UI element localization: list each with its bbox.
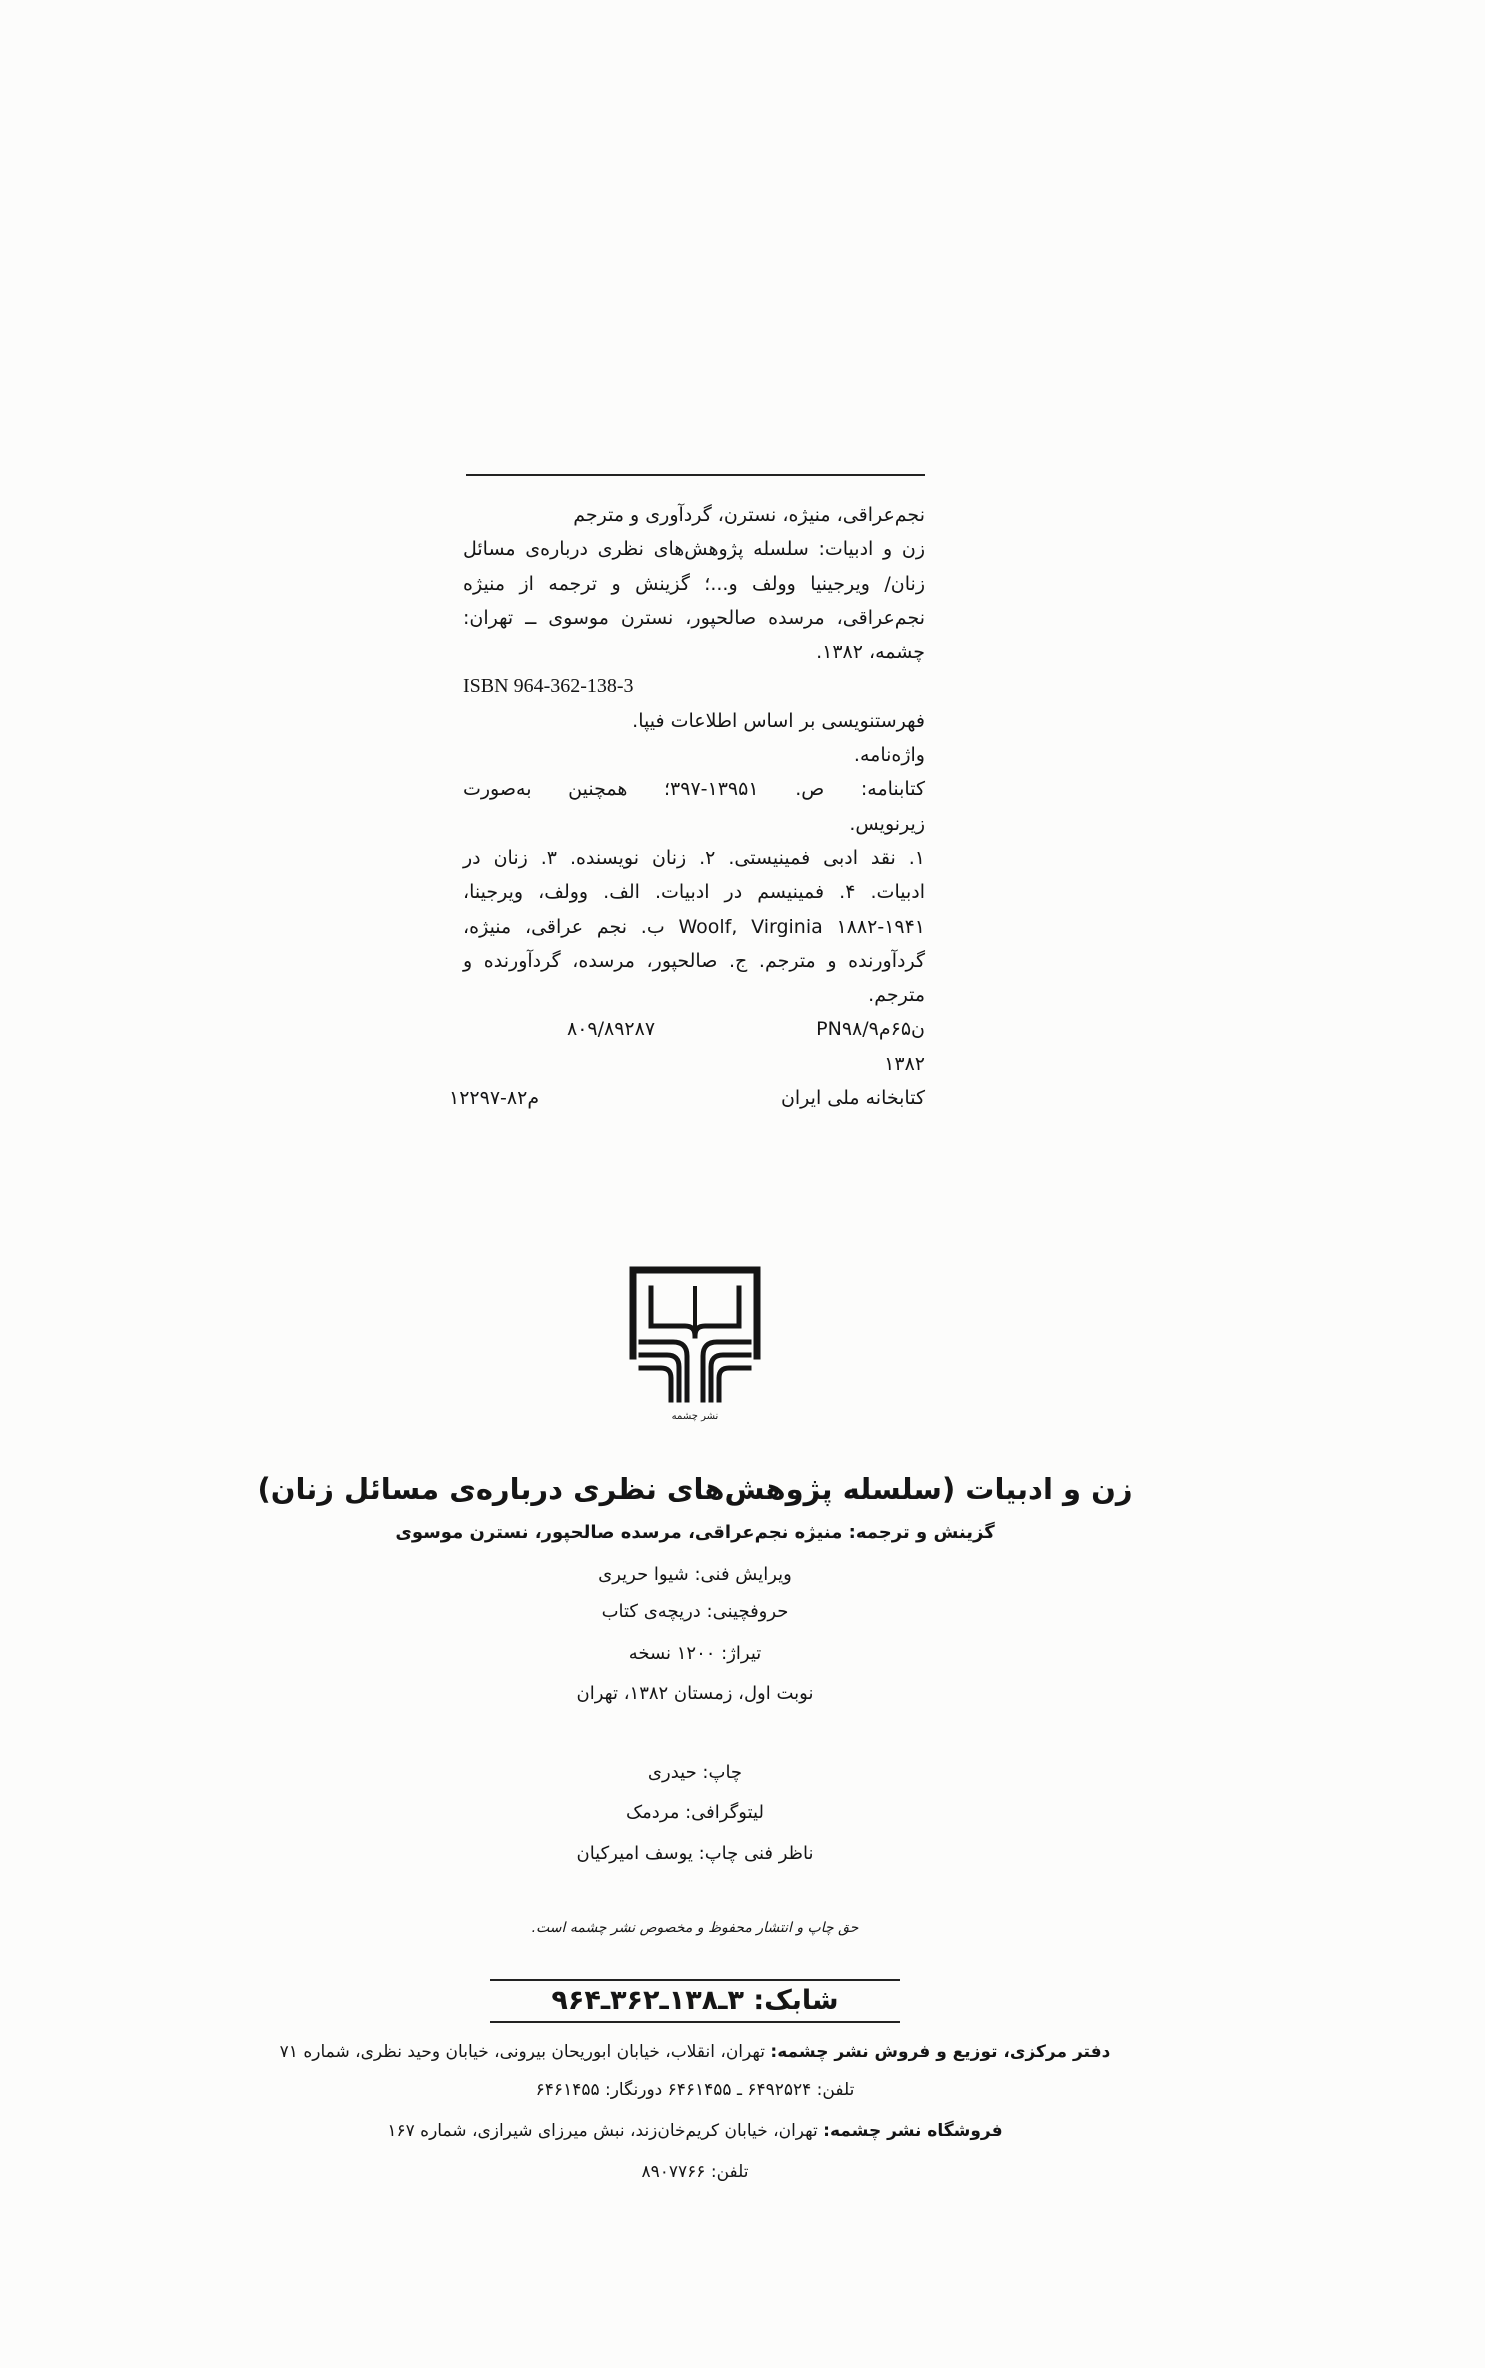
- typesetting-credit: حروفچینی: دریچه‌ی کتاب: [601, 1601, 789, 1622]
- catalog-line: کتابنامه: ص. ۱۳۹۵۱-۳۹۷؛ همچنین به‌صورت: [463, 778, 925, 801]
- printer-credit: چاپ: حیدری: [647, 1762, 743, 1783]
- catalog-line: زنان/ ویرجینیا وولف و...؛ گزینش و ترجمه از منیژه: [463, 572, 925, 595]
- catalog-isbn: ISBN 964-362-138-3: [463, 675, 634, 698]
- head-office-phone: تلفن: ۶۴۹۲۵۲۴ ـ ۶۴۶۱۴۵۵ دورنگار: ۶۴۶۱۴۵۵: [535, 2080, 855, 2100]
- catalog-line: فهرستنویسی بر اساس اطلاعات فیپا.: [632, 709, 925, 732]
- store-street: تهران، خیابان کریم‌خان‌زند، نبش میرزای شیرازی، شماره ۱۶۷: [387, 2121, 818, 2141]
- cataloging-in-publication: [449, 498, 926, 1115]
- edition-info: نوبت اول، زمستان ۱۳۸۲، تهران: [576, 1683, 814, 1704]
- call-number: PN۹۸/ن۶۵م۹: [816, 1018, 925, 1041]
- logo-right-page: [695, 1288, 739, 1336]
- catalog-subjects-line: ۱۸۸۲-۱۹۴۱ Woolf, Virginia ب. نجم عراقی، منیژه،: [463, 915, 926, 938]
- head-office-street: تهران، انقلاب، خیابان ابوریحان بیرونی، خیابان وحید نظری، شماره ۷۱: [279, 2042, 765, 2062]
- catalog-year: ۱۳۸۲: [884, 1052, 925, 1075]
- catalog-subjects-line: ۱. نقد ادبی فمینیستی. ۲. زنان نویسنده. ۳. زنان در: [463, 846, 926, 869]
- logo-left-page: [651, 1288, 695, 1336]
- isbn-persian: شابک: ۳ـ۱۳۸ـ۳۶۲ـ۹۶۴: [490, 1979, 900, 2023]
- store-phone: تلفن: ۸۹۰۷۷۶۶: [641, 2162, 749, 2182]
- lithography-credit: لیتوگرافی: مردمک: [626, 1802, 764, 1823]
- copyright-notice: حق چاپ و انتشار محفوظ و مخصوص نشر چشمه است.: [531, 1920, 859, 1936]
- catalog-top-rule: [466, 474, 925, 476]
- head-office-address: [0, 2037, 1390, 2067]
- catalog-line: چشمه، ۱۳۸۲.: [816, 641, 925, 664]
- book-title: زن و ادبیات (سلسله پژوهش‌های نظری درباره‌ی مسائل زنان): [257, 1472, 1133, 1506]
- dewey-number: ۸۰۹/۸۹۲۸۷: [567, 1018, 656, 1041]
- catalog-library-row: [449, 1081, 925, 1115]
- catalog-classification-row: [463, 1012, 925, 1046]
- open-book-fountain-icon: [627, 1264, 763, 1404]
- catalog-author-line: نجم‌عراقی، منیژه، نسترن، گردآوری و مترجم: [573, 504, 925, 526]
- library-number: م۸۲-۱۲۲۹۷: [449, 1087, 540, 1110]
- catalog-subjects-line: ادبیات. ۴. فمینیسم در ادبیات. الف. وولف، ویرجینا،: [463, 881, 925, 904]
- catalog-line: نجم‌عراقی، مرسده صالحپور، نسترن موسوی ــ تهران:: [463, 606, 925, 629]
- store-address: [0, 2116, 1390, 2146]
- store-label: فروشگاه نشر چشمه:: [823, 2121, 1003, 2141]
- catalog-line: زیرنویس.: [849, 812, 925, 835]
- technical-editor-credit: ویرایش فنی: شیوا حریری: [598, 1564, 792, 1585]
- catalog-line: مترجم.: [868, 984, 925, 1007]
- head-office-label: دفتر مرکزی، توزیع و فروش نشر چشمه:: [770, 2042, 1111, 2062]
- logo-caption: نشر چشمه: [671, 1411, 719, 1422]
- logo-flow-left-3: [641, 1368, 671, 1400]
- print-run: تیراژ: ۱۲۰۰ نسخه: [628, 1643, 762, 1664]
- logo-flow-right-3: [719, 1368, 749, 1400]
- catalog-line: واژه‌نامه.: [853, 744, 925, 767]
- translators-credit: گزینش و ترجمه: منیژه نجم‌عراقی، مرسده صالحپور، نسترن موسوی: [395, 1522, 995, 1543]
- print-supervisor-credit: ناظر فنی چاپ: یوسف امیرکیان: [576, 1843, 814, 1864]
- catalog-subjects-line: گردآورنده و مترجم. ج. صالحپور، مرسده، گردآورنده و: [463, 949, 925, 972]
- national-library: کتابخانه ملی ایران: [780, 1087, 925, 1110]
- catalog-line: زن و ادبیات: سلسله پژوهش‌های نظری درباره‌ی مسائل: [463, 538, 925, 561]
